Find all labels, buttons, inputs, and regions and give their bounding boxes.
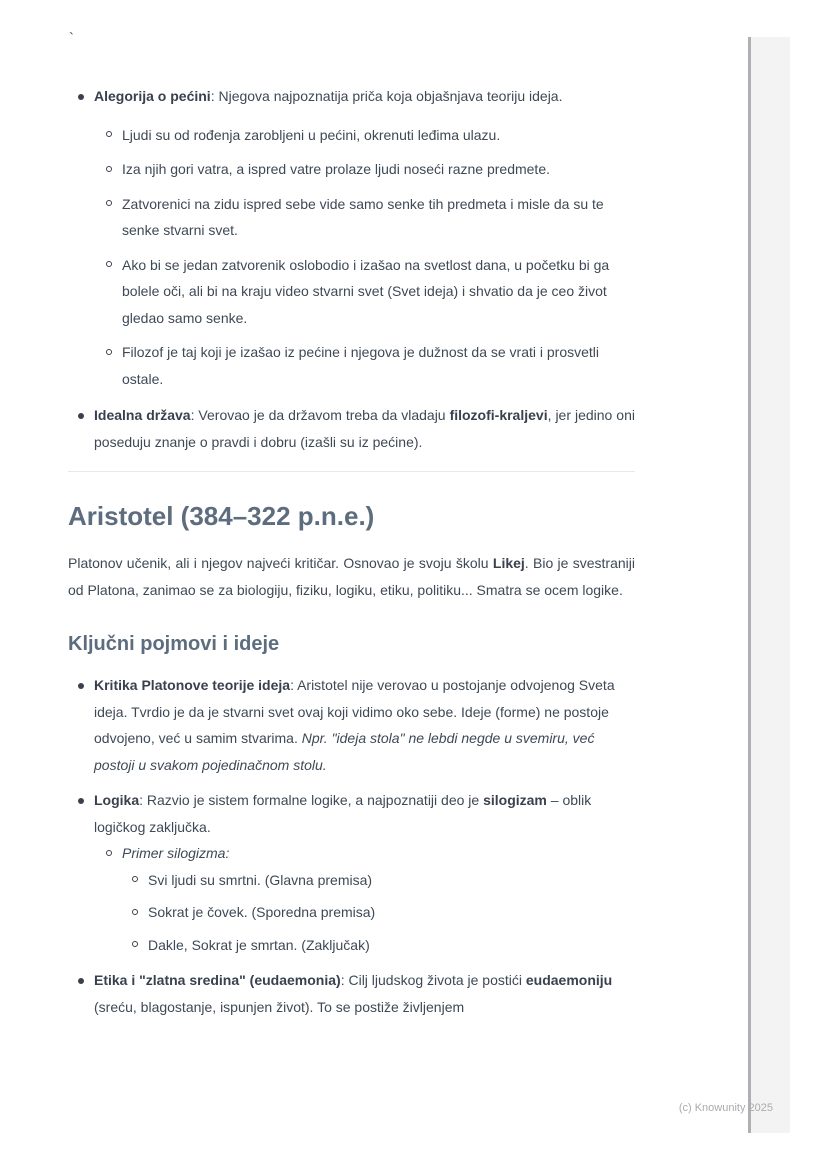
allegory-points-list [94,122,635,393]
ethics-term: Etika i "zlatna sredina" (eudaemonia) [94,972,341,988]
critique-italic-note: Npr. "ideja stola" ne lebdi negde u svemiru, već postoji u svakom pojedinačnom stolu. [94,730,595,773]
syllogism-example-label-item [122,840,635,958]
ethics-text-1: : Cilj ljudskog života je postići [340,972,526,988]
allegory-text: : Njegova najpoznatija priča koja objašnjava teoriju ideja. [210,88,563,104]
key-concepts-subheading: Ključni pojmovi i ideje [68,633,280,655]
ethics-text-2: (sreću, blagostanje, ispunjen život). To se postiže življenjem [94,998,465,1015]
list-item-ethics [94,967,635,1020]
critique-text: : Aristotel nije verovao u postojanje odvojenog Sveta ideja. Tvrdio je da je stvarni svet ovaj koji vidimo oko sebe. Ideje (forme) ne postoje odvojeno, već u samim stvarima. [94,677,615,746]
scrollbar-track[interactable] [751,37,790,1133]
list-item: Iza njih gori vatra, a ispred vatre prolaze ljudi noseći razne predmete. [122,156,635,183]
plato-bullet-list [68,83,635,455]
logic-text-1: : Razvio je sistem formalne logike, a najpoznatiji deo je [139,792,484,808]
intro-bold-likej: Likej [492,555,525,571]
ideal-state-text-1: : Verovao je da državom treba da vladaju [190,407,450,423]
ethics-bold-eudaemonia: eudaemoniju [525,972,613,988]
scrollbar-thumb[interactable] [748,37,751,1133]
section-divider [68,471,635,472]
ideal-state-text-2: , jer jedino oni poseduju znanje o pravdi i dobru (izašli su iz pećine). [94,407,635,450]
ideal-state-bold-2: filozofi-kraljevi [449,407,548,423]
list-item: Ako bi se jedan zatvorenik oslobodio i izašao na svetlost dana, u početku bi ga bolele oči, ali bi na kraju video stvarni svet (Svet ideja) i shvatio da je ceo život gledao samo senke. [122,252,635,332]
list-item-allegory [94,83,635,392]
list-item-logic [94,787,635,958]
list-item: Sokrat je čovek. (Sporedna premisa) [148,899,635,926]
aristotle-heading: Aristotel (384–322 p.n.e.) [68,501,375,531]
syllogism-steps-list [122,867,635,959]
watermark: (c) Knowunity 2025 [678,1102,773,1114]
list-item-critique [94,672,635,778]
critique-term: Kritika Platonove teorije ideja [94,677,291,693]
list-item: Filozof je taj koji je izašao iz pećine i njegova je dužnost da se vrati i prosvetli ostale. [122,339,635,392]
list-item-ideal-state [94,402,635,455]
list-item: Zatvorenici na zidu ispred sebe vide samo senke tih predmeta i misle da su te senke stvarni svet. [122,191,635,244]
list-item: Dakle, Sokrat je smrtan. (Zaključak) [148,932,635,959]
logic-bold-syllogism: silogizam [483,792,547,808]
list-item: Ljudi su od rođenja zarobljeni u pećini, okrenuti leđima ulazu. [122,122,635,149]
aristotle-bullet-list [68,672,635,1020]
syllogism-example-label: Primer silogizma: [122,845,230,861]
intro-text-1: Platonov učenik, ali i njegov najveći kritičar. Osnovao je svoju školu [68,555,493,571]
logic-term: Logika [94,792,140,808]
document-content [68,0,635,1029]
logic-text-2: – oblik logičkog zaključka. [94,792,592,835]
stray-mark: ` [69,30,74,47]
aristotle-intro-paragraph [68,550,635,603]
intro-text-2: . Bio je svestraniji od Platona, zanimao se za biologiju, fiziku, logiku, etiku, politiku... Smatra se ocem logike. [68,555,635,598]
ideal-state-term: Idealna država [94,407,191,423]
allegory-term: Alegorija o pećini [94,88,211,104]
list-item: Svi ljudi su smrtni. (Glavna premisa) [148,867,635,894]
syllogism-example-list [94,840,635,958]
